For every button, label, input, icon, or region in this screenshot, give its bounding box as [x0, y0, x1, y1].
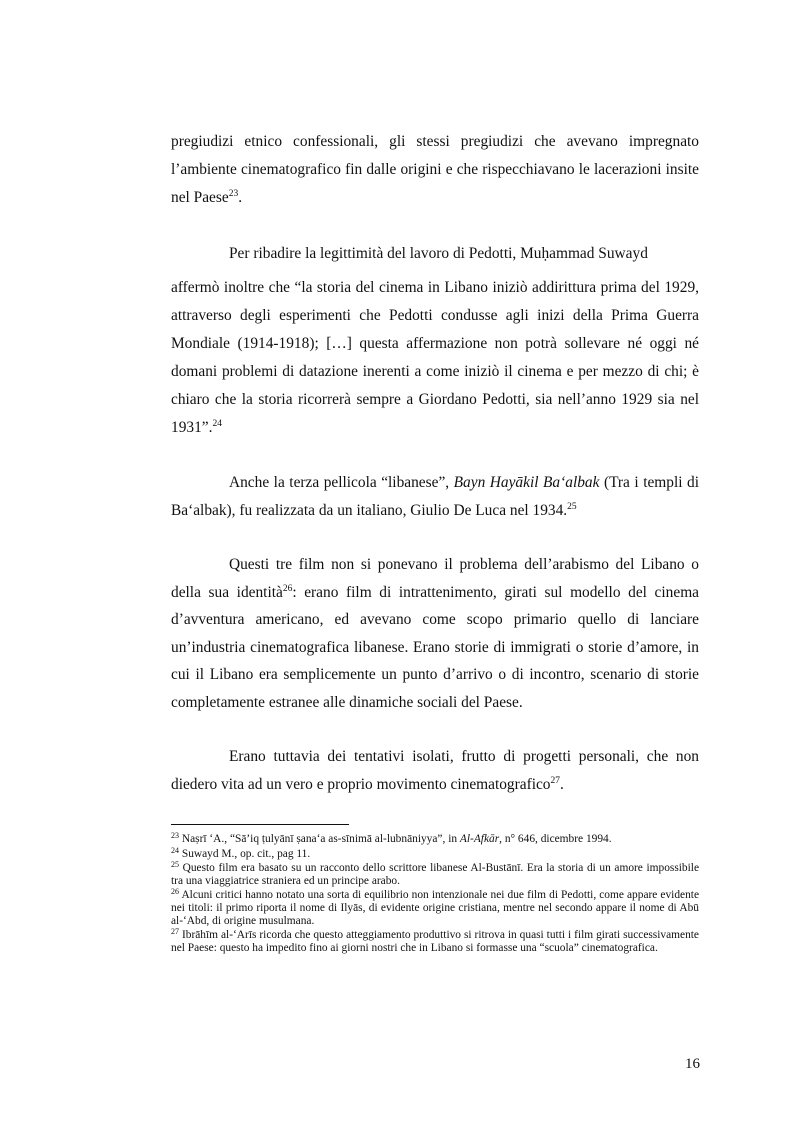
footnotes [171, 833, 699, 956]
footnote-24 [171, 845, 699, 861]
paragraph-1-end: . [238, 189, 243, 206]
paragraph-2-text: affermò inoltre che “la storia del cinema in Libano iniziò addirittura prima del 1929, attraverso degli esperimenti che Pedotti condusse agli inizi della Prima Guerra Mondiale (1914-1918); […] questa affermazione non potrà sollevare né oggi né domani problemi di datazione inerenti a come iniziò il cinema e per mezzo di chi; è chiaro che la storia ricorrerà sempre a Giordano Pedotti, sia nell’anno 1929 sia nel 1931”. [171, 279, 699, 436]
paragraph-1 [171, 128, 699, 212]
footnote-text-end: , n° 646, dicembre 1994. [499, 833, 612, 845]
paragraph-4 [171, 551, 699, 716]
footnote-text: Alcuni critici hanno notato una sorta di equilibrio non intenzionale nei due film di Pedotti, come appare evidente nei titoli: il primo riporta il nome di Ilyās, di evidente origine cristiana, mentre nel secondo appare il nome di Abū al-‘Abd, di origine musulmana. [171, 889, 700, 927]
paragraph-4-text-end: : erano film di intrattenimento, girati sul modello del cinema d’avventura americano, ed avevano come scopo primario quello di lanciare un’industria cinematografica libanese. Erano storie di immigrati o storie d’amore, in cui il Libano era semplicemente un punto d’arrivo o di incontro, scenario di storie completamente estranee alle dinamiche sociali del Paese. [171, 583, 699, 711]
paragraph-2 [171, 240, 699, 442]
paragraph-3-text-start: Anche la terza pellicola “libanese”, [229, 474, 454, 491]
footnote-23 [171, 833, 699, 846]
footnote-separator [171, 824, 349, 825]
footnote-text: Suwayd M., op. cit., pag 11. [181, 847, 311, 860]
footnote-text: Ibrāhīm al-‘Arīs ricorda che questo atteggiamento produttivo si ritrova in quasi tutti i film girati successivamente nel Paese: questo ha impedito fino ai giorni nostri che in Libano si formasse una “scuola” cinematografica. [171, 929, 699, 954]
footnote-number: 26 [171, 887, 179, 897]
footnote-text: Questo film era basato su un racconto dello scrittore libanese Al-Bustānī. Era la storia di un amore impossibile tra una viaggiatrice straniera ed un principe arabo. [171, 862, 699, 887]
paragraph-1-text: pregiudizi etnico confessionali, gli stessi pregiudizi che avevano impregnato l’ambiente cinematografico fin dalle origini e che rispecchiavano le lacerazioni insite nel Paese [171, 133, 699, 206]
footnote-ref-23[interactable]: 23 [228, 189, 239, 199]
footnote-ref-26[interactable]: 26 [282, 583, 293, 594]
footnote-26 [171, 889, 699, 927]
footnote-number: 25 [171, 860, 179, 870]
paragraph-4-text-start: Questi tre film non si ponevano il problema dell’arabismo del Libano o della sua identità [171, 556, 699, 601]
footnote-27 [171, 929, 699, 954]
footnote-number: 24 [171, 845, 179, 855]
footnote-ref-24[interactable]: 24 [212, 419, 222, 429]
paragraph-3-text-end: (Tra i templi di Ba‘albak), fu realizzata da un italiano, Giulio De Luca nel 1934. [171, 474, 699, 519]
paragraph-5-text: Erano tuttavia dei tentativi isolati, frutto di progetti personali, che non diedero vita ad un vero e proprio movimento cinematografico [171, 748, 699, 793]
footnote-number: 23 [171, 831, 179, 840]
page-number: 16 [685, 1056, 700, 1072]
paragraph-5 [171, 743, 699, 799]
footnote-ref-25[interactable]: 25 [567, 502, 577, 512]
footnote-ref-27[interactable]: 27 [550, 776, 561, 786]
footnote-text: Naṣrī ‘A., “Sā’iq ṭulyānī ṣana‘a as-sīnimā al-lubnāniyya”, in [181, 833, 460, 845]
film-title: Bayn Hayākil Ba‘albak [453, 474, 600, 491]
footnote-25 [171, 862, 699, 887]
paragraph-5-end: . [560, 776, 564, 793]
journal-title: Al-Afkār [459, 833, 500, 845]
footnote-number: 27 [171, 927, 179, 937]
paragraph-2-first-line: Per ribadire la legittimità del lavoro di Pedotti, Muḥammad Suwayd [229, 245, 648, 262]
paragraph-3 [171, 469, 699, 525]
